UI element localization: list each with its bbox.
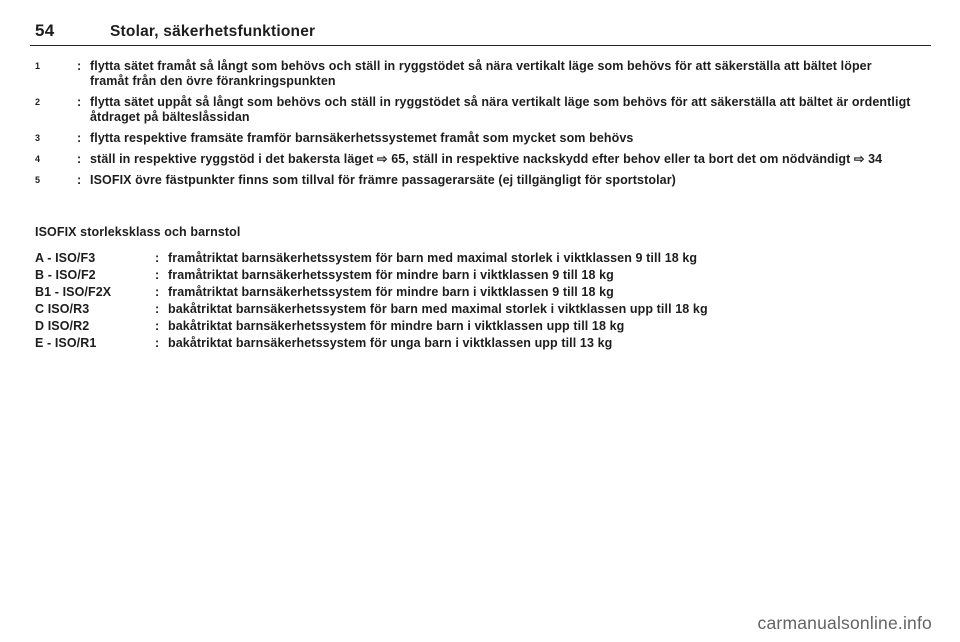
isofix-class-label: B1 - ISO/F2X [35, 285, 112, 299]
watermark: carmanualsonline.info [757, 613, 932, 633]
isofix-row [35, 301, 925, 318]
isofix-separator: : [155, 336, 160, 350]
footnote-row [35, 173, 913, 188]
isofix-row [35, 284, 925, 301]
isofix-class-label: A - ISO/F3 [35, 251, 96, 265]
footnote-marker: 4 [35, 154, 41, 164]
isofix-separator: : [155, 319, 160, 333]
footnote-text: flytta sätet uppåt så långt som behövs och ställ in ryggstödet så nära vertikalt läge som behövs för att säkerställa att bältet är ordentligt åtdraget på bälteslåssidan [90, 95, 911, 124]
isofix-separator: : [155, 285, 160, 299]
footnote-separator: : [77, 152, 82, 166]
isofix-class-label: B - ISO/F2 [35, 268, 96, 282]
isofix-row [35, 335, 925, 352]
isofix-separator: : [155, 251, 160, 265]
footnote-row [35, 152, 913, 167]
footnote-separator: : [77, 59, 82, 73]
isofix-section [35, 225, 925, 352]
isofix-description: bakåtriktat barnsäkerhetssystem för unga barn i viktklassen upp till 13 kg [168, 336, 613, 350]
isofix-row [35, 318, 925, 335]
footnote-text: ISOFIX övre fästpunkter finns som tillval för främre passagerarsäte (ej tillgängligt för sportstolar) [90, 173, 676, 187]
isofix-heading: ISOFIX storleksklass och barnstol [35, 225, 241, 239]
header-rule [30, 45, 931, 46]
isofix-separator: : [155, 302, 160, 316]
isofix-row [35, 250, 925, 267]
page-title: Stolar, säkerhetsfunktioner [110, 23, 316, 40]
footnote-marker: 3 [35, 133, 41, 143]
footnote-marker: 5 [35, 175, 41, 185]
footnote-separator: : [77, 173, 82, 187]
isofix-description: bakåtriktat barnsäkerhetssystem för barn med maximal storlek i viktklassen upp till 18 kg [168, 302, 708, 316]
footnotes-section [35, 59, 913, 194]
isofix-row [35, 267, 925, 284]
isofix-class-label: D ISO/R2 [35, 319, 90, 333]
footnote-row [35, 59, 913, 89]
footnote-row [35, 95, 913, 125]
footnote-text: flytta sätet framåt så långt som behövs och ställ in ryggstödet så nära vertikalt läge som behövs för att säkerställa att bältet löper framåt från den övre förankringspunkten [90, 59, 872, 88]
footnote-marker: 2 [35, 97, 41, 107]
footnote-marker: 1 [35, 61, 41, 71]
page-header [35, 21, 931, 41]
isofix-description: bakåtriktat barnsäkerhetssystem för mindre barn i viktklassen upp till 18 kg [168, 319, 625, 333]
isofix-description: framåtriktat barnsäkerhetssystem för barn med maximal storlek i viktklassen 9 till 18 kg [168, 251, 698, 265]
footnote-text: flytta respektive framsäte framför barnsäkerhetssystemet framåt som mycket som behövs [90, 131, 634, 145]
isofix-description: framåtriktat barnsäkerhetssystem för mindre barn i viktklassen 9 till 18 kg [168, 268, 614, 282]
isofix-separator: : [155, 268, 160, 282]
footnote-text: ställ in respektive ryggstöd i det bakersta läget ⇨ 65, ställ in respektive nackskydd efter behov eller ta bort det om nödvändigt ⇨ 34 [90, 152, 883, 166]
footnote-separator: : [77, 95, 82, 109]
isofix-description: framåtriktat barnsäkerhetssystem för mindre barn i viktklassen 9 till 18 kg [168, 285, 614, 299]
footnote-row [35, 131, 913, 146]
footnote-separator: : [77, 131, 82, 145]
isofix-class-label: E - ISO/R1 [35, 336, 97, 350]
isofix-class-label: C ISO/R3 [35, 302, 90, 316]
page-number: 54 [35, 21, 55, 40]
